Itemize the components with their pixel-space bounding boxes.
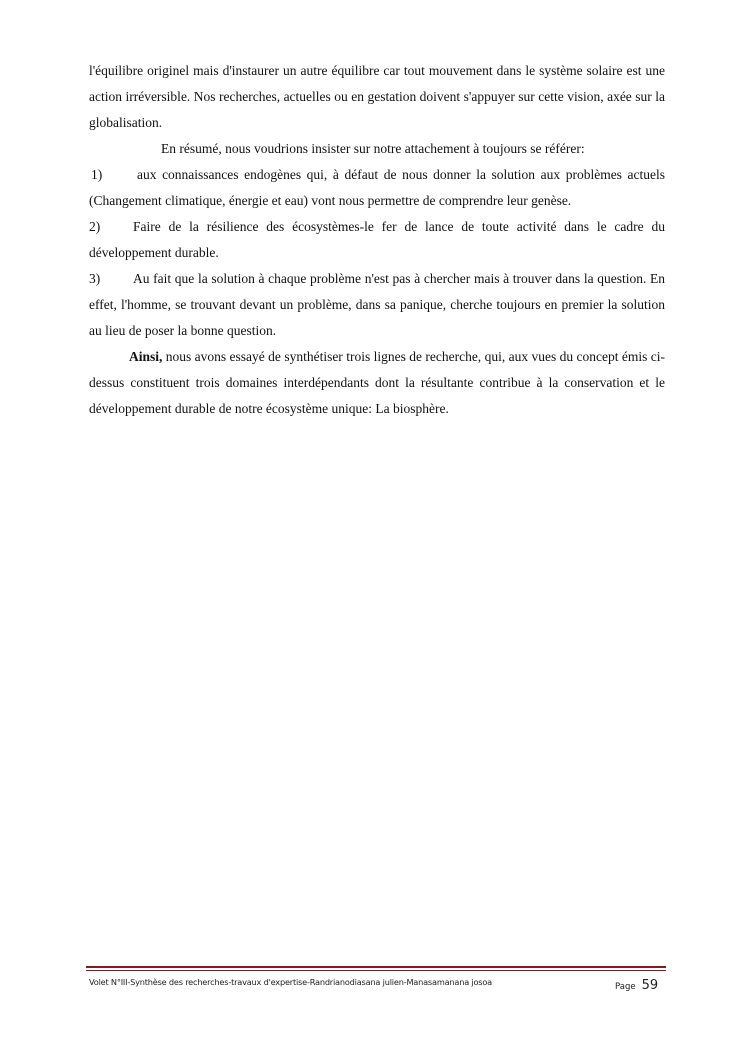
- paragraph-3-text: nous avons essayé de synthétiser trois lignes de recherche, qui, aux vues du concept émis ci-dessus constituent trois domaines interdépendants dont la résultante contribue à la conservation et le développement durable de notre écosystème unique: La biosphère.: [89, 349, 665, 416]
- list-text-1: aux connaissances endogènes qui, à défaut de nous donner la solution aux problèmes actuels (Changement climatique, énergie et eau) vont nous permettre de comprendre leur genèse.: [89, 167, 665, 208]
- list-text-2: Faire de la résilience des écosystèmes-le fer de lance de toute activité dans le cadre du développement durable.: [89, 219, 665, 260]
- paragraph-3-lead: Ainsi,: [129, 349, 163, 364]
- paragraph-2: En résumé, nous voudrions insister sur notre attachement à toujours se référer:: [161, 141, 585, 156]
- page-number-block: [615, 974, 658, 993]
- list-item-1: [89, 162, 665, 214]
- footer-rule-top: [86, 966, 666, 968]
- list-item-2: [89, 214, 665, 266]
- page-number: 59: [641, 978, 659, 993]
- paragraph-1: l'équilibre originel mais d'instaurer un autre équilibre car tout mouvement dans le système solaire est une action irréversible. Nos recherches, actuelles ou en gestation doivent s'appuyer sur cette vision, axée sur la globalisation.: [89, 63, 665, 130]
- footer-title: Volet N°III-Synthèse des recherches-travaux d'expertise-Randrianodiasana julien-Manasamanana josoa: [89, 977, 492, 987]
- list-item-3: [89, 266, 665, 344]
- list-number-1: 1): [91, 167, 103, 182]
- paragraph-3: [89, 344, 665, 422]
- list-text-3: Au fait que la solution à chaque problème n'est pas à chercher mais à trouver dans la question. En effet, l'homme, se trouvant devant un problème, dans sa panique, cherche toujours en premier la solution au lieu de poser la bonne question.: [89, 271, 665, 338]
- list-number-2: 2): [89, 219, 101, 234]
- list-number-3: 3): [89, 271, 101, 286]
- page-label: Page: [615, 982, 636, 992]
- footer-rule-bottom: [86, 970, 666, 971]
- body-text: [89, 58, 665, 422]
